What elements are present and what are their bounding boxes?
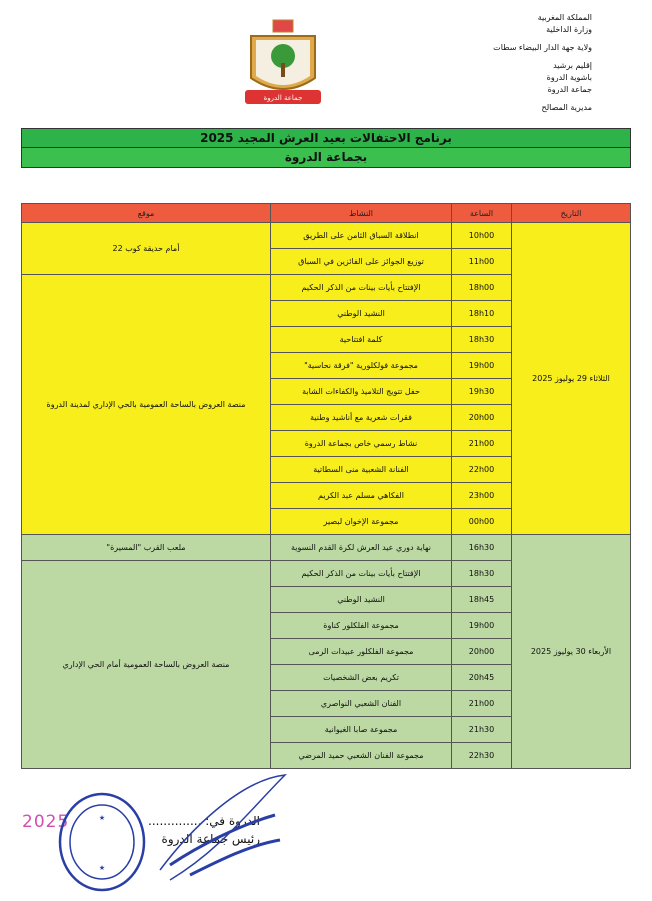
day2-date: الأربعاء 30 يوليوز 2025 [512, 535, 631, 769]
activity-cell: الفنانة الشعبية منى السطاتية [271, 457, 452, 483]
activity-cell: النشيد الوطني [271, 301, 452, 327]
time-cell: 16h30 [452, 535, 512, 561]
activity-cell: انطلاقة السباق الثامن على الطريق [271, 223, 452, 249]
time-cell: 19h30 [452, 379, 512, 405]
activity-cell: مجموعة الفنان الشعبي حميد المرضي [271, 743, 452, 769]
time-cell: 19h00 [452, 353, 512, 379]
header-date: التاريخ [512, 204, 631, 223]
time-cell: 18h45 [452, 587, 512, 613]
time-cell: 22h00 [452, 457, 512, 483]
time-cell: 18h10 [452, 301, 512, 327]
header-line: مديرية المصالح [541, 103, 592, 112]
footer-place: الدروة في: .............. [148, 814, 260, 828]
activity-cell: مجموعة الفلكلور كناوة [271, 613, 452, 639]
time-cell: 18h30 [452, 561, 512, 587]
activity-cell: الفنان الشعبي النواصري [271, 691, 452, 717]
day2-location-2: منصة العروض بالساحة العمومية أمام الحي الإداري [22, 561, 271, 769]
activity-cell: مجموعة صابا الغيوانية [271, 717, 452, 743]
header-line: جماعة الدروة [547, 85, 592, 94]
program-title [21, 128, 631, 168]
time-cell: 21h00 [452, 431, 512, 457]
header-line: المملكة المغربية [537, 13, 592, 22]
activity-cell: نشاط رسمي خاص بجماعة الدروة [271, 431, 452, 457]
program-table [21, 203, 631, 769]
day1-location-1: أمام حديقة كوب 22 [22, 223, 271, 275]
time-cell: 11h00 [452, 249, 512, 275]
time-cell: 20h00 [452, 405, 512, 431]
header-line: وزارة الداخلية [546, 25, 592, 34]
header-line: باشوية الدروة [546, 73, 592, 82]
day2-location-1: ملعب القرب "المسيرة" [22, 535, 271, 561]
activity-cell: الفكاهي مسلم عبد الكريم [271, 483, 452, 509]
header-activity: النشاط [271, 204, 452, 223]
time-cell: 18h30 [452, 327, 512, 353]
time-cell: 10h00 [452, 223, 512, 249]
title-line-2: بجماعة الدروة [22, 148, 630, 167]
activity-cell: توزيع الجوائز على الفائزين في السباق [271, 249, 452, 275]
day1-date: الثلاثاء 29 يوليوز 2025 [512, 223, 631, 535]
activity-cell: حفل تتويج التلاميذ والكفاءات الشابة [271, 379, 452, 405]
time-cell: 23h00 [452, 483, 512, 509]
footer-signatory: رئيس جماعة الدروة [161, 832, 260, 846]
activity-cell: الإفتتاح بأيات بينات من الذكر الحكيم [271, 275, 452, 301]
activity-cell: تكريم بعض الشخصيات [271, 665, 452, 691]
activity-cell: فقرات شعرية مع أناشيد وطنية [271, 405, 452, 431]
header-line: ولاية جهة الدار البيضاء سطات [493, 43, 592, 52]
activity-cell: مجموعة الفلكلور عبيدات الرمى [271, 639, 452, 665]
header-line: إقليم برشيد [553, 61, 592, 70]
time-cell: 20h45 [452, 665, 512, 691]
title-line-1: برنامج الاحتفالات بعيد العرش المجيد 2025 [22, 129, 630, 148]
date-stamp: 2025 [22, 812, 70, 832]
logo-banner-text: جماعة الدروة [263, 94, 303, 102]
time-cell: 21h30 [452, 717, 512, 743]
day1-location-2: منصة العروض بالساحة العمومية بالحي الإداري لمدينة الدروة [22, 275, 271, 535]
table-row [22, 223, 631, 249]
activity-cell: مجموعة فولكلورية "فرقة نحاسية" [271, 353, 452, 379]
activity-cell: الإفتتاح بأيات بينات من الذكر الحكيم [271, 561, 452, 587]
activity-cell: مجموعة الإخوان لبصير [271, 509, 452, 535]
table-row [22, 535, 631, 561]
time-cell: 21h00 [452, 691, 512, 717]
activity-cell: النشيد الوطني [271, 587, 452, 613]
time-cell: 18h00 [452, 275, 512, 301]
official-stamp [55, 790, 150, 895]
activity-cell: نهاية دوري عيد العرش لكرة القدم النسوية [271, 535, 452, 561]
svg-text:★: ★ [98, 864, 106, 872]
table-header-row [22, 204, 631, 223]
time-cell: 20h00 [452, 639, 512, 665]
header-time: الساعة [452, 204, 512, 223]
header-block [392, 12, 592, 114]
time-cell: 22h30 [452, 743, 512, 769]
header-location: موقع [22, 204, 271, 223]
time-cell: 00h00 [452, 509, 512, 535]
activity-cell: كلمة افتتاحية [271, 327, 452, 353]
signature [150, 770, 295, 890]
time-cell: 19h00 [452, 613, 512, 639]
svg-text:★: ★ [98, 814, 106, 822]
municipality-logo [243, 18, 323, 110]
